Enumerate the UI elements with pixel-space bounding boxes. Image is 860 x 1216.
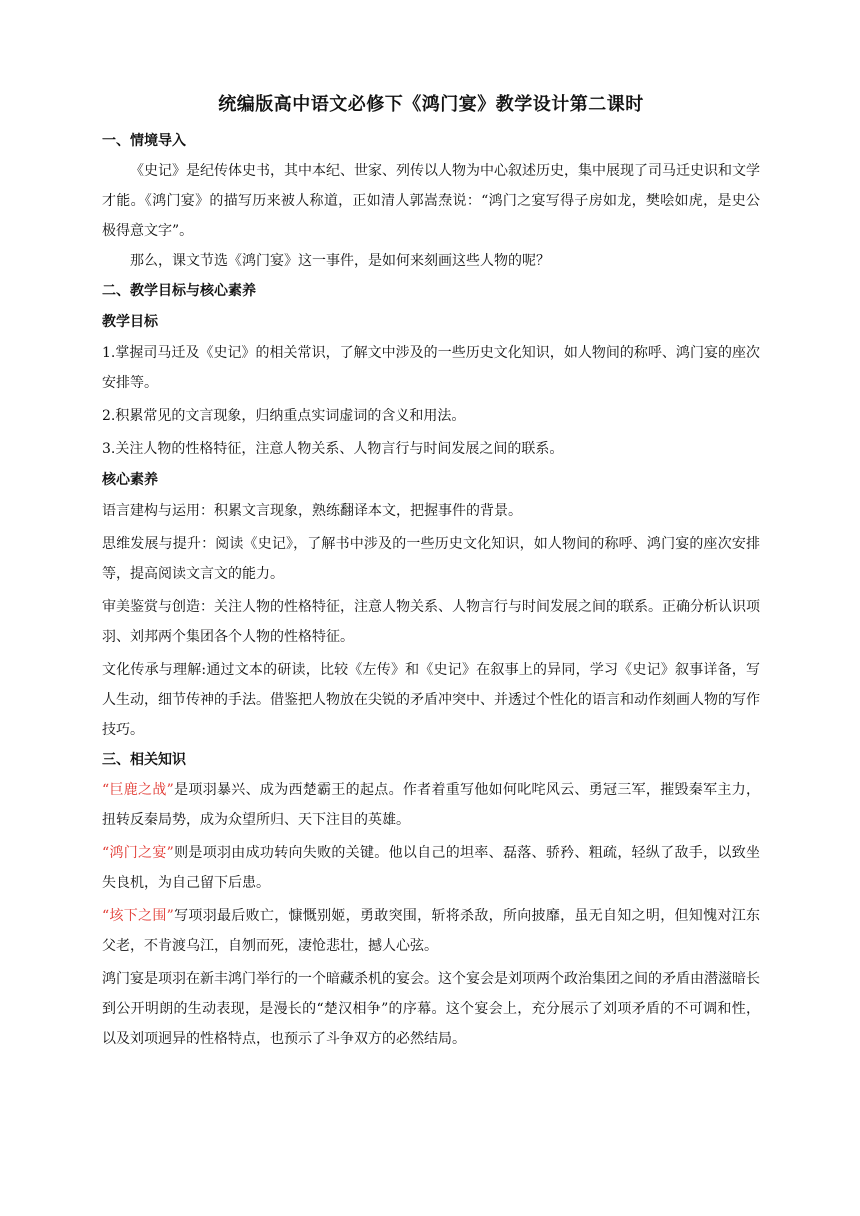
knowledge-highlight: “巨鹿之战” bbox=[102, 782, 174, 798]
knowledge-text: 写项羽最后败亡，慷慨别姬，勇敢突围，斩将杀敌，所向披靡，虽无自知之明，但知愧对江东父老，不肯渡乌江，自刎而死，凄怆悲壮，撼人心弦。 bbox=[102, 908, 760, 954]
section-heading-goals: 二、教学目标与核心素养 bbox=[102, 283, 256, 299]
section-heading-knowledge: 三、相关知识 bbox=[102, 752, 186, 768]
subheading-core-literacy: 核心素养 bbox=[102, 472, 158, 488]
goal-item: 1.掌握司马迁及《史记》的相关常识，了解文中涉及的一些历史文化知识，如人物间的称呼、鸿门宴的座次安排等。 bbox=[102, 345, 760, 391]
knowledge-item bbox=[102, 901, 760, 961]
knowledge-text: 则是项羽由成功转向失败的关键。他以自己的坦率、磊落、骄矜、粗疏，轻纵了敌手，以致坐失良机，为自己留下后患。 bbox=[102, 845, 760, 891]
subheading-teaching-goals: 教学目标 bbox=[102, 314, 158, 330]
document-title: 统编版高中语文必修下《鸿门宴》教学设计第二课时 bbox=[218, 94, 644, 115]
goal-item: 3.关注人物的性格特征，注意人物关系、人物言行与时间发展之间的联系。 bbox=[102, 441, 564, 457]
knowledge-text: 是项羽暴兴、成为西楚霸王的起点。作者着重写他如何叱咤风云、勇冠三军，摧毁秦军主力，扭转反秦局势，成为众望所归、天下注目的英雄。 bbox=[102, 782, 760, 828]
core-item: 审美鉴赏与创造：关注人物的性格特征，注意人物关系、人物言行与时间发展之间的联系。正确分析认识项羽、刘邦两个集团各个人物的性格特征。 bbox=[102, 599, 760, 645]
intro-question: 那么，课文节选《鸿门宴》这一事件，是如何来刻画这些人物的呢？ bbox=[130, 253, 550, 269]
intro-paragraph: 《史记》是纪传体史书，其中本纪、世家、列传以人物为中心叙述历史，集中展现了司马迁史识和文学才能。《鸿门宴》的描写历来被人称道，正如清人郭嵩焘说：“鸿门之宴写得子房如龙，樊哙如虎，是史公极得意文字”。 bbox=[102, 163, 760, 239]
knowledge-closing: 鸿门宴是项羽在新丰鸿门举行的一个暗藏杀机的宴会。这个宴会是刘项两个政治集团之间的矛盾由潜滋暗长到公开明朗的生动表现，是漫长的“楚汉相争”的序幕。这个宴会上，充分展示了刘项矛盾的不可调和性，以及刘项迥异的性格特点，也预示了斗争双方的必然结局。 bbox=[102, 971, 760, 1047]
knowledge-highlight: “垓下之围” bbox=[102, 908, 174, 924]
document-page bbox=[102, 86, 760, 1054]
core-item: 思维发展与提升：阅读《史记》，了解书中涉及的一些历史文化知识，如人物间的称呼、鸿门宴的座次安排等，提高阅读文言文的能力。 bbox=[102, 536, 760, 582]
knowledge-item bbox=[102, 775, 760, 835]
core-item: 语言建构与运用：积累文言现象，熟练翻译本文，把握事件的背景。 bbox=[102, 503, 522, 519]
section-heading-intro: 一、情境导入 bbox=[102, 133, 186, 149]
goal-item: 2.积累常见的文言现象，归纳重点实词虚词的含义和用法。 bbox=[102, 408, 466, 424]
core-item: 文化传承与理解:通过文本的研读，比较《左传》和《史记》在叙事上的异同，学习《史记》叙事详备，写人生动，细节传神的手法。借鉴把人物放在尖锐的矛盾冲突中、并透过个性化的语言和动作刻画人物的写作技巧。 bbox=[102, 662, 760, 738]
knowledge-highlight: “鸿门之宴” bbox=[102, 845, 174, 861]
knowledge-item bbox=[102, 838, 760, 898]
